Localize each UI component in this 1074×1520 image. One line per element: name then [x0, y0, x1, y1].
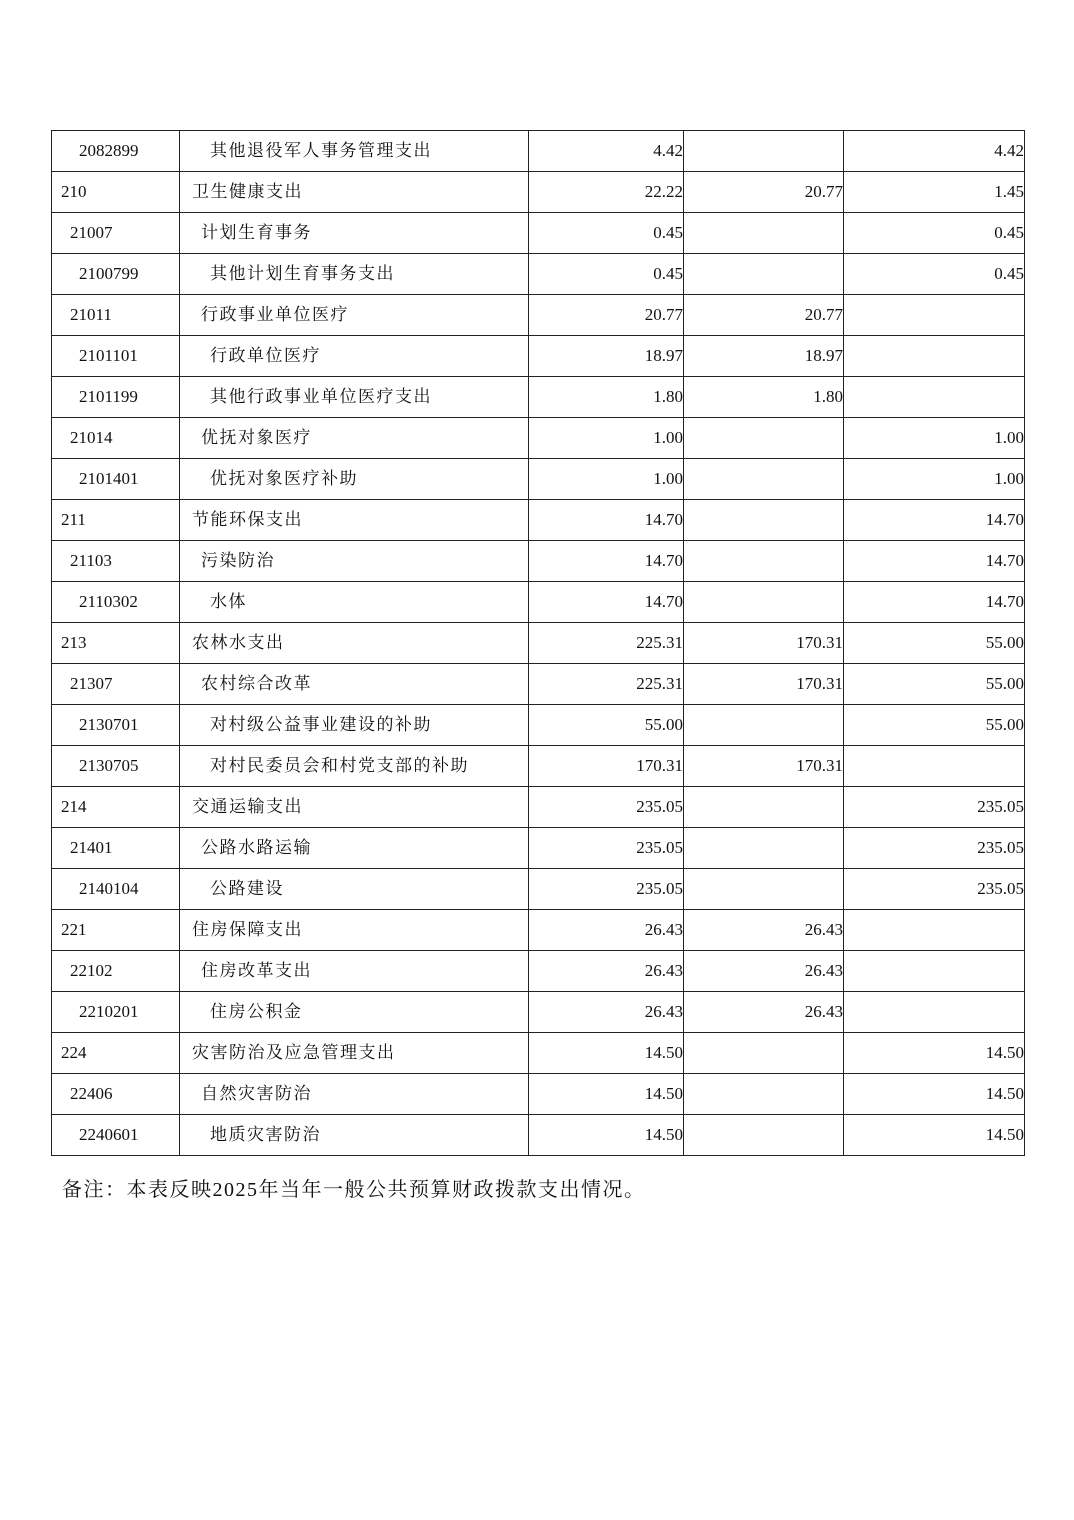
- total-amount-cell: 0.45: [529, 213, 684, 254]
- subject-code-cell: 21007: [52, 213, 180, 254]
- basic-expenditure-cell: 20.77: [684, 172, 844, 213]
- basic-expenditure-cell: [684, 869, 844, 910]
- subject-name-cell: 卫生健康支出: [180, 172, 529, 213]
- project-expenditure-cell: [844, 377, 1025, 418]
- project-expenditure-cell: 55.00: [844, 623, 1025, 664]
- subject-code-cell: 2101199: [52, 377, 180, 418]
- basic-expenditure-cell: [684, 459, 844, 500]
- table-row: [52, 787, 1025, 828]
- subject-name-cell: 行政单位医疗: [180, 336, 529, 377]
- subject-code-cell: 21103: [52, 541, 180, 582]
- subject-code-cell: 2082899: [52, 131, 180, 172]
- subject-name-cell: 优抚对象医疗补助: [180, 459, 529, 500]
- total-amount-cell: 20.77: [529, 295, 684, 336]
- total-amount-cell: 1.00: [529, 418, 684, 459]
- subject-name-cell: 对村民委员会和村党支部的补助: [180, 746, 529, 787]
- project-expenditure-cell: [844, 910, 1025, 951]
- subject-code-cell: 21014: [52, 418, 180, 459]
- table-row: [52, 623, 1025, 664]
- subject-name-cell: 住房保障支出: [180, 910, 529, 951]
- subject-name-cell: 优抚对象医疗: [180, 418, 529, 459]
- project-expenditure-cell: 235.05: [844, 787, 1025, 828]
- total-amount-cell: 1.80: [529, 377, 684, 418]
- project-expenditure-cell: 14.50: [844, 1115, 1025, 1156]
- subject-code-cell: 2130701: [52, 705, 180, 746]
- subject-name-cell: 其他退役军人事务管理支出: [180, 131, 529, 172]
- subject-code-cell: 2110302: [52, 582, 180, 623]
- basic-expenditure-cell: [684, 1033, 844, 1074]
- subject-code-cell: 21307: [52, 664, 180, 705]
- table-row: [52, 254, 1025, 295]
- total-amount-cell: 55.00: [529, 705, 684, 746]
- table-row: [52, 500, 1025, 541]
- subject-code-cell: 2101401: [52, 459, 180, 500]
- table-row: [52, 582, 1025, 623]
- project-expenditure-cell: [844, 992, 1025, 1033]
- total-amount-cell: 14.50: [529, 1115, 684, 1156]
- basic-expenditure-cell: [684, 541, 844, 582]
- table-row: [52, 418, 1025, 459]
- total-amount-cell: 26.43: [529, 910, 684, 951]
- subject-code-cell: 211: [52, 500, 180, 541]
- subject-code-cell: 2210201: [52, 992, 180, 1033]
- table-row: [52, 951, 1025, 992]
- table-row: [52, 992, 1025, 1033]
- total-amount-cell: 225.31: [529, 664, 684, 705]
- total-amount-cell: 4.42: [529, 131, 684, 172]
- subject-code-cell: 224: [52, 1033, 180, 1074]
- basic-expenditure-cell: [684, 787, 844, 828]
- total-amount-cell: 14.50: [529, 1074, 684, 1115]
- subject-name-cell: 行政事业单位医疗: [180, 295, 529, 336]
- total-amount-cell: 0.45: [529, 254, 684, 295]
- subject-code-cell: 214: [52, 787, 180, 828]
- basic-expenditure-cell: 26.43: [684, 910, 844, 951]
- basic-expenditure-cell: 170.31: [684, 664, 844, 705]
- subject-name-cell: 公路建设: [180, 869, 529, 910]
- basic-expenditure-cell: 18.97: [684, 336, 844, 377]
- subject-name-cell: 住房改革支出: [180, 951, 529, 992]
- project-expenditure-cell: 4.42: [844, 131, 1025, 172]
- subject-name-cell: 住房公积金: [180, 992, 529, 1033]
- basic-expenditure-cell: 26.43: [684, 992, 844, 1033]
- project-expenditure-cell: 0.45: [844, 254, 1025, 295]
- subject-name-cell: 计划生育事务: [180, 213, 529, 254]
- basic-expenditure-cell: [684, 418, 844, 459]
- project-expenditure-cell: 0.45: [844, 213, 1025, 254]
- basic-expenditure-cell: [684, 1074, 844, 1115]
- subject-name-cell: 公路水路运输: [180, 828, 529, 869]
- basic-expenditure-cell: [684, 828, 844, 869]
- basic-expenditure-cell: [684, 213, 844, 254]
- project-expenditure-cell: [844, 951, 1025, 992]
- project-expenditure-cell: 1.45: [844, 172, 1025, 213]
- subject-name-cell: 农村综合改革: [180, 664, 529, 705]
- table-row: [52, 1115, 1025, 1156]
- total-amount-cell: 26.43: [529, 992, 684, 1033]
- project-expenditure-cell: 14.50: [844, 1033, 1025, 1074]
- table-row: [52, 910, 1025, 951]
- basic-expenditure-cell: 20.77: [684, 295, 844, 336]
- subject-name-cell: 其他计划生育事务支出: [180, 254, 529, 295]
- basic-expenditure-cell: [684, 582, 844, 623]
- project-expenditure-cell: 14.70: [844, 582, 1025, 623]
- subject-code-cell: 2101101: [52, 336, 180, 377]
- subject-code-cell: 22102: [52, 951, 180, 992]
- project-expenditure-cell: [844, 746, 1025, 787]
- total-amount-cell: 14.50: [529, 1033, 684, 1074]
- expenditure-table: [51, 130, 1025, 1156]
- basic-expenditure-cell: [684, 1115, 844, 1156]
- total-amount-cell: 1.00: [529, 459, 684, 500]
- project-expenditure-cell: [844, 336, 1025, 377]
- subject-code-cell: 2240601: [52, 1115, 180, 1156]
- project-expenditure-cell: [844, 295, 1025, 336]
- expenditure-table-body: [52, 131, 1025, 1156]
- table-row: [52, 131, 1025, 172]
- subject-name-cell: 地质灾害防治: [180, 1115, 529, 1156]
- basic-expenditure-cell: [684, 705, 844, 746]
- basic-expenditure-cell: 26.43: [684, 951, 844, 992]
- subject-code-cell: 210: [52, 172, 180, 213]
- project-expenditure-cell: 1.00: [844, 418, 1025, 459]
- table-row: [52, 1033, 1025, 1074]
- subject-name-cell: 自然灾害防治: [180, 1074, 529, 1115]
- basic-expenditure-cell: 1.80: [684, 377, 844, 418]
- total-amount-cell: 14.70: [529, 582, 684, 623]
- total-amount-cell: 235.05: [529, 787, 684, 828]
- basic-expenditure-cell: [684, 500, 844, 541]
- subject-name-cell: 农林水支出: [180, 623, 529, 664]
- table-row: [52, 705, 1025, 746]
- subject-name-cell: 节能环保支出: [180, 500, 529, 541]
- table-note: 备注：本表反映2025年当年一般公共预算财政拨款支出情况。: [62, 1179, 646, 1201]
- table-row: [52, 459, 1025, 500]
- table-row: [52, 377, 1025, 418]
- table-row: [52, 295, 1025, 336]
- total-amount-cell: 235.05: [529, 869, 684, 910]
- subject-code-cell: 22406: [52, 1074, 180, 1115]
- total-amount-cell: 235.05: [529, 828, 684, 869]
- total-amount-cell: 18.97: [529, 336, 684, 377]
- project-expenditure-cell: 1.00: [844, 459, 1025, 500]
- table-row: [52, 746, 1025, 787]
- project-expenditure-cell: 14.50: [844, 1074, 1025, 1115]
- subject-code-cell: 21401: [52, 828, 180, 869]
- table-row: [52, 336, 1025, 377]
- basic-expenditure-cell: [684, 131, 844, 172]
- project-expenditure-cell: 55.00: [844, 705, 1025, 746]
- project-expenditure-cell: 55.00: [844, 664, 1025, 705]
- subject-name-cell: 其他行政事业单位医疗支出: [180, 377, 529, 418]
- table-row: [52, 213, 1025, 254]
- project-expenditure-cell: 14.70: [844, 500, 1025, 541]
- total-amount-cell: 14.70: [529, 541, 684, 582]
- subject-code-cell: 213: [52, 623, 180, 664]
- project-expenditure-cell: 235.05: [844, 828, 1025, 869]
- total-amount-cell: 170.31: [529, 746, 684, 787]
- subject-code-cell: 2100799: [52, 254, 180, 295]
- subject-name-cell: 对村级公益事业建设的补助: [180, 705, 529, 746]
- subject-name-cell: 灾害防治及应急管理支出: [180, 1033, 529, 1074]
- table-row: [52, 1074, 1025, 1115]
- subject-code-cell: 221: [52, 910, 180, 951]
- basic-expenditure-cell: [684, 254, 844, 295]
- subject-name-cell: 污染防治: [180, 541, 529, 582]
- total-amount-cell: 225.31: [529, 623, 684, 664]
- total-amount-cell: 14.70: [529, 500, 684, 541]
- basic-expenditure-cell: 170.31: [684, 746, 844, 787]
- total-amount-cell: 22.22: [529, 172, 684, 213]
- subject-name-cell: 水体: [180, 582, 529, 623]
- table-row: [52, 541, 1025, 582]
- project-expenditure-cell: 235.05: [844, 869, 1025, 910]
- table-row: [52, 869, 1025, 910]
- table-row: [52, 172, 1025, 213]
- subject-code-cell: 2130705: [52, 746, 180, 787]
- basic-expenditure-cell: 170.31: [684, 623, 844, 664]
- total-amount-cell: 26.43: [529, 951, 684, 992]
- project-expenditure-cell: 14.70: [844, 541, 1025, 582]
- subject-code-cell: 21011: [52, 295, 180, 336]
- subject-code-cell: 2140104: [52, 869, 180, 910]
- table-row: [52, 664, 1025, 705]
- table-row: [52, 828, 1025, 869]
- subject-name-cell: 交通运输支出: [180, 787, 529, 828]
